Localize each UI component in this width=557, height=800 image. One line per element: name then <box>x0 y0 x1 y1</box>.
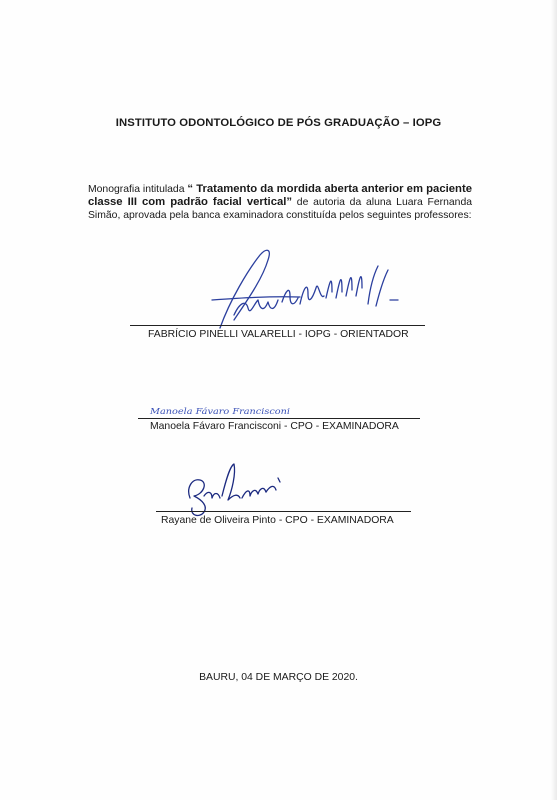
date-location: BAURU, 04 DE MARÇO DE 2020. <box>199 672 358 683</box>
examiner-caption-2: Manoela Fávaro Francisconi - CPO - EXAMINADORA <box>150 421 399 432</box>
institution-heading: INSTITUTO ODONTOLÓGICO DE PÓS GRADUAÇÃO – IOPG <box>115 117 442 129</box>
paragraph-outro: de autoria da aluna Luara Fernanda Simão, aprovada pela banca examinadora constituída pelos seguintes professores: <box>88 197 472 221</box>
paragraph-intro: Monografia intitulada <box>88 184 188 195</box>
examiner-caption-3: Rayane de Oliveira Pinto - CPO - EXAMINADORA <box>161 515 394 526</box>
signature-line-3 <box>156 511 411 512</box>
signature-francisconi <box>148 400 298 420</box>
signature-line-1 <box>130 325 425 326</box>
monograph-title: “ Tratamento da mordida aberta anterior em paciente classe III com padrão facial vertical” <box>88 183 472 208</box>
signature-valarelli <box>190 240 430 335</box>
signature-francisconi-script: Manoela Fávaro Francisconi <box>150 407 274 417</box>
approval-paragraph <box>88 183 472 222</box>
signature-line-2 <box>138 418 420 419</box>
examiner-caption-1: FABRÍCIO PINELLI VALARELLI - IOPG - ORIENTADOR <box>148 329 409 340</box>
